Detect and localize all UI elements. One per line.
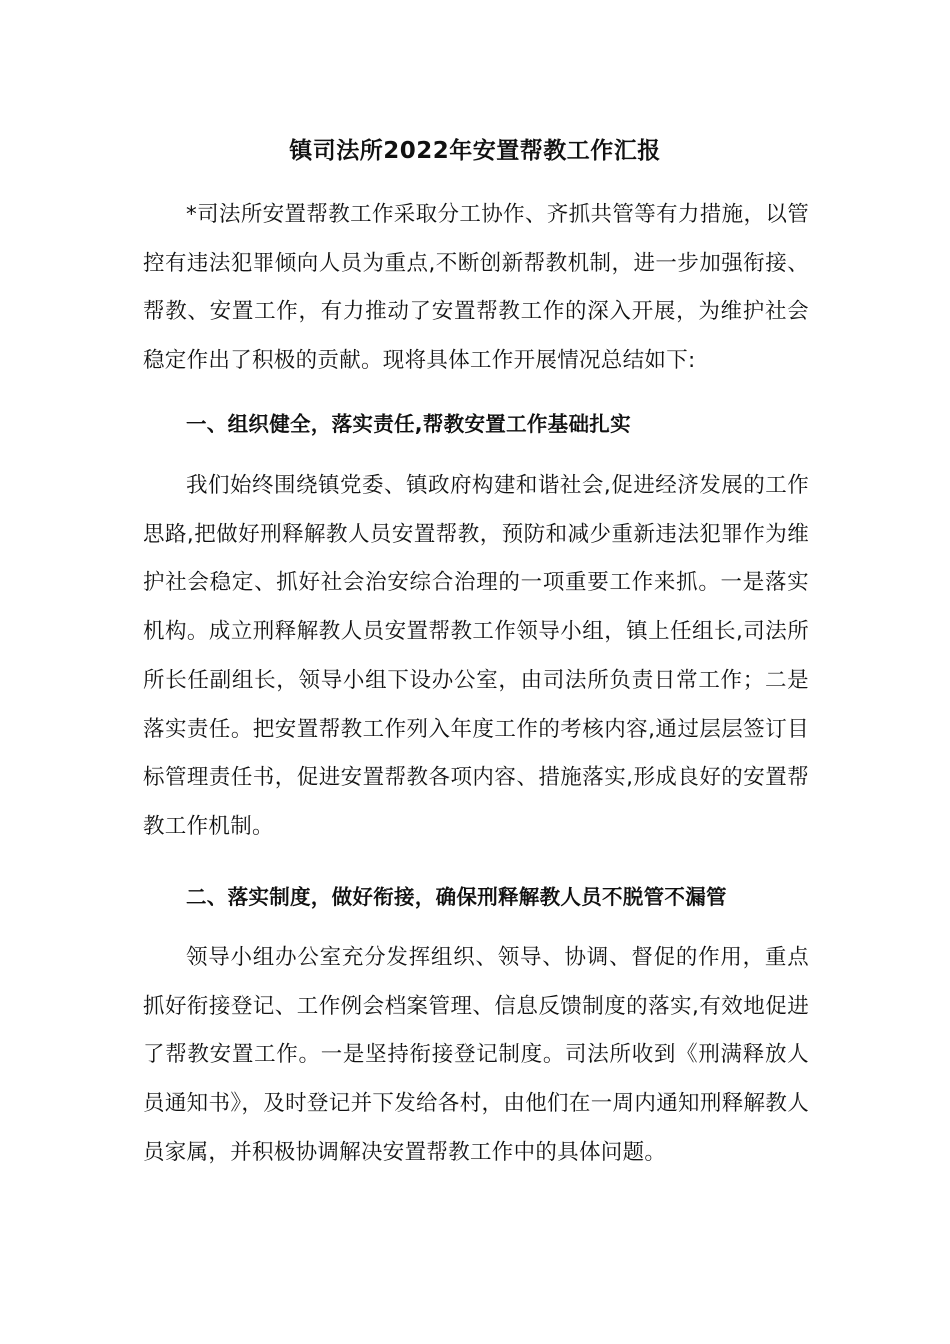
section-1-paragraph: 我们始终围绕镇党委、镇政府构建和谐社会,促进经济发展的工作思路,把做好刑释解教人员安置帮教，预防和减少重新违法犯罪作为维护社会稳定、抓好社会治安综合治理的一项重要工作来抓。一是落实机构。成立刑释解教人员安置帮教工作领导小组，镇上任组长,司法所所长任副组长，领导小组下设办公室，由司法所负责日常工作；二是落实责任。把安置帮教工作列入年度工作的考核内容,通过层层签订目标管理责任书，促进安置帮教各项内容、措施落实,形成良好的安置帮教工作机制。: [143, 473, 809, 839]
section-1-heading: 一、组织健全，落实责任,帮教安置工作基础扎实: [186, 412, 631, 436]
document-title: 镇司法所2022年安置帮教工作汇报: [289, 138, 661, 164]
section-2-heading: 二、落实制度，做好衔接，确保刑释解教人员不脱管不漏管: [186, 885, 727, 909]
intro-paragraph: *司法所安置帮教工作采取分工协作、齐抓共管等有力措施，以管控有违法犯罪倾向人员为重点,不断创新帮教机制，进一步加强衔接、帮教、安置工作，有力推动了安置帮教工作的深入开展，为维护社会稳定作出了积极的贡献。现将具体工作开展情况总结如下:: [143, 202, 809, 374]
section-2-paragraph: 领导小组办公室充分发挥组织、领导、协调、督促的作用，重点抓好衔接登记、工作例会档案管理、信息反馈制度的落实,有效地促进了帮教安置工作。一是坚持衔接登记制度。司法所收到《刑满释放人员通知书》，及时登记并下发给各村，由他们在一周内通知刑释解教人员家属，并积极协调解决安置帮教工作中的具体问题。: [143, 945, 809, 1165]
